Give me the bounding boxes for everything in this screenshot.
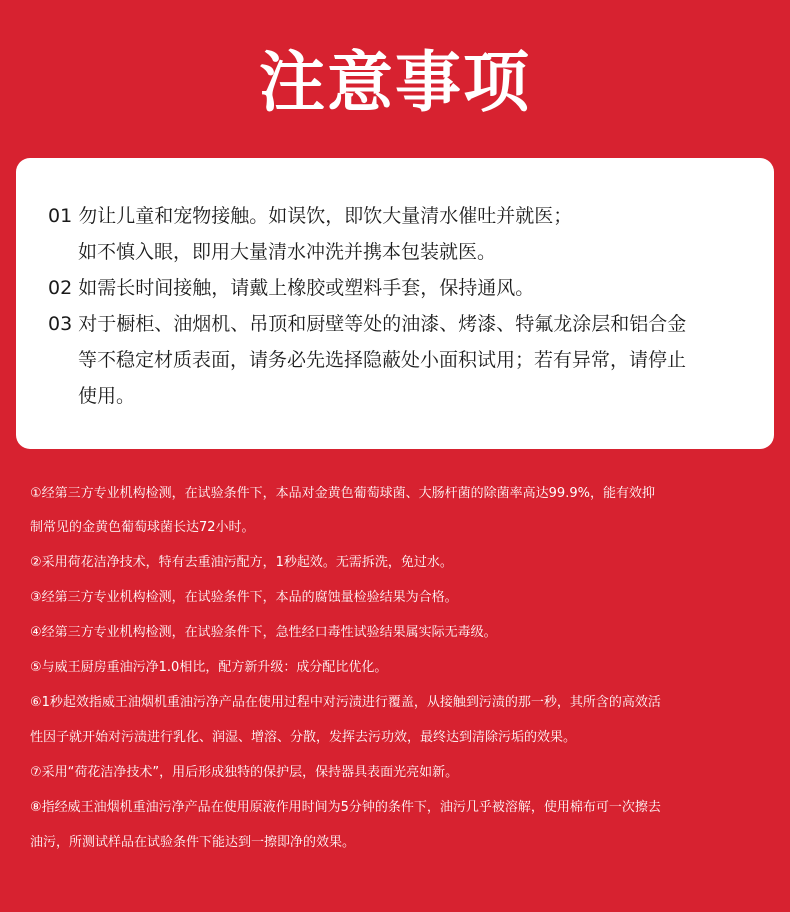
footnote-1-cont: 制常见的金黄色葡萄球菌长达72小时。 [30,520,255,535]
warning-line-02: 02 如需长时间接触，请戴上橡胶或塑料手套，保持通风。 [48,277,535,299]
footnote-1: ①经第三方专业机构检测，在试验条件下，本品对金黄色葡萄球菌、大肠杆菌的除菌率高达99.9%，能有效抑 [30,486,655,501]
footnote-6: ⑥1秒起效指威王油烟机重油污净产品在使用过程中对污渍进行覆盖，从接触到污渍的那一秒，其所含的高效活 [30,695,661,710]
warning-card [16,158,774,449]
page-title: 注意事项 [259,44,531,121]
footnote-8-cont: 油污，所测试样品在试验条件下能达到一擦即净的效果。 [30,835,356,850]
footnote-2: ②采用荷花洁净技术，特有去重油污配方，1秒起效。无需拆洗，免过水。 [30,555,453,570]
warning-line-01-cont: 如不慎入眼，即用大量清水冲洗并携本包装就医。 [78,241,497,263]
warning-line-03-end: 使用。 [78,385,136,407]
footnote-3: ③经第三方专业机构检测，在试验条件下，本品的腐蚀量检验结果为合格。 [30,590,458,605]
footnote-5: ⑤与威王厨房重油污净1.0相比，配方新升级：成分配比优化。 [30,660,388,675]
warning-line-01: 01 勿让儿童和宠物接触。如误饮，即饮大量清水催吐并就医； [48,205,573,227]
warning-line-03: 03 对于橱柜、油烟机、吊顶和厨壁等处的油漆、烤漆、特氟龙涂层和铝合金 [48,313,687,335]
warning-line-03-cont: 等不稳定材质表面，请务必先选择隐蔽处小面积试用；若有异常，请停止 [78,349,687,371]
footnote-6-cont: 性因子就开始对污渍进行乳化、润湿、增溶、分散，发挥去污功效，最终达到清除污垢的效果。 [30,730,577,745]
footnote-8: ⑧指经威王油烟机重油污净产品在使用原液作用时间为5分钟的条件下，油污几乎被溶解，使用棉布可一次擦去 [30,800,661,815]
footnote-4: ④经第三方专业机构检测，在试验条件下，急性经口毒性试验结果属实际无毒级。 [30,625,497,640]
footnote-7: ⑦采用“荷花洁净技术”，用后形成独特的保护层，保持器具表面光亮如新。 [30,765,459,780]
